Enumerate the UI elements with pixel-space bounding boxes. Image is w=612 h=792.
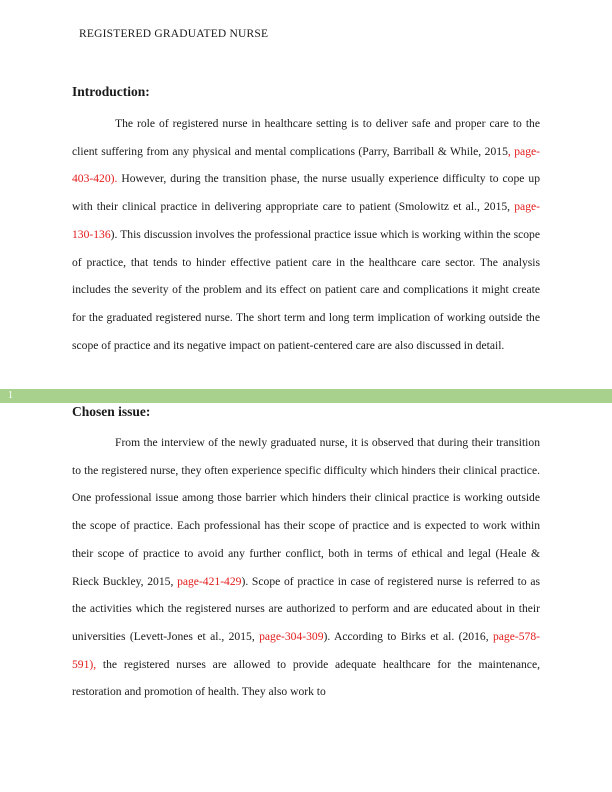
page-break-band [0, 389, 612, 403]
intro-text-1: The role of registered nurse in healthcare setting is to deliver safe and proper care to the client suffering from any physical and mental complications (Parry, Barriball & While, 2015 [72, 117, 540, 158]
issue-text-2: ). Scope of practice in case of registered nurse is referred to as the activities which the registered nurses are authorized to perform and are educated about in their universities (Levett-Jones et al., 2015, [72, 574, 540, 643]
citation-page-ref: page-304-309 [259, 629, 324, 643]
issue-text-3: ). According to Birks et al. (2016, [323, 629, 493, 643]
citation-page-ref: page-578-591), [72, 629, 540, 671]
intro-text-3: ). This discussion involves the professional practice issue which is working within the scope of practice, that tends to hinder effective patient care in the healthcare care sector. The analysis includes the severity of the problem and its effect on patient care and complications it might create for the graduated registered nurse. The short term and long term implication of working outside the scope of practice and its negative impact on patient-centered care are also discussed in detail. [72, 227, 540, 352]
chosen-issue-heading: Chosen issue: [72, 404, 151, 419]
issue-text-4: the registered nurses are allowed to provide adequate healthcare for the maintenance, restoration and promotion of health. They also work to [72, 657, 540, 699]
intro-text-2: However, during the transition phase, the nurse usually experience difficulty to cope up with their clinical practice in delivering appropriate care to patient (Smolowitz et al., 2015, [72, 172, 540, 214]
citation-page-ref: page-130-136 [72, 200, 540, 241]
running-head: REGISTERED GRADUATED NURSE [79, 28, 269, 40]
citation-page-ref: page-421-429 [177, 574, 242, 588]
introduction-paragraph [72, 110, 540, 359]
chosen-issue-paragraph [72, 429, 540, 706]
issue-text-1: From the interview of the newly graduated nurse, it is observed that during their transition to the registered nurse, they often experience specific difficulty which hinders their clinical practice. One professional issue among those barrier which hinders their clinical practice is working outside the scope of practice. Each professional has their scope of practice and is expected to work within their scope of practice to avoid any further conflict, both in terms of ethical and legal (Heale & Rieck Buckley, 2015, [72, 436, 540, 588]
page-number: 1 [8, 390, 13, 401]
citation-page-ref: , page-403-420). [72, 144, 540, 186]
introduction-heading: Introduction: [72, 84, 150, 99]
